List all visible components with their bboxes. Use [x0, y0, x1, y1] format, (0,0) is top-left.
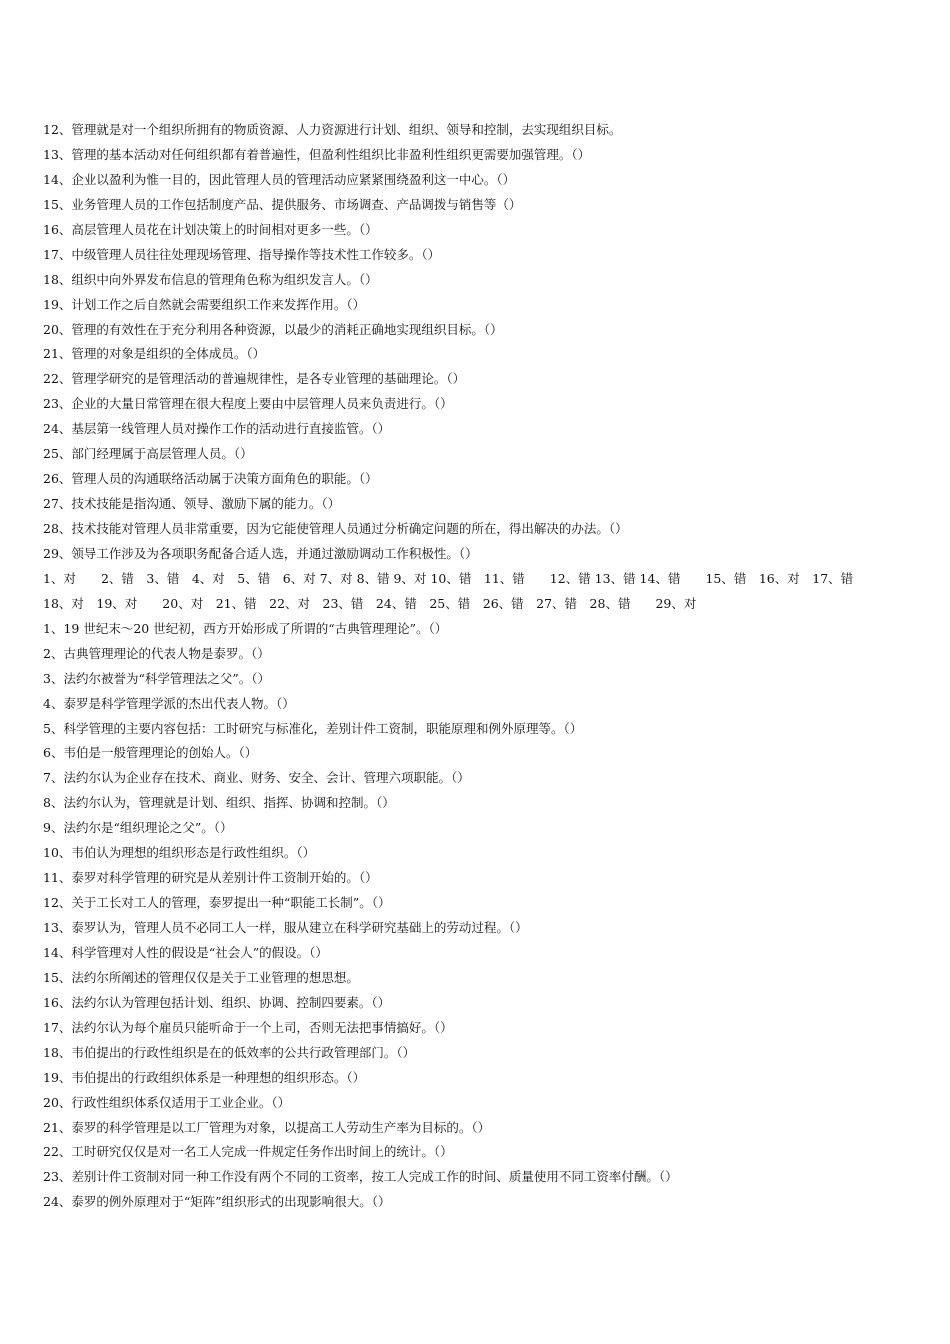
question-item: 22、工时研究仅仅是对一名工人完成一件规定任务作出时间上的统计。（） [43, 1144, 453, 1160]
question-item: 20、行政性组织体系仅适用于工业企业。（） [43, 1094, 291, 1110]
question-item: 11、泰罗对科学管理的研究是从差别计件工资制开始的。（） [43, 870, 378, 886]
question-item: 18、韦伯提出的行政性组织是在的低效率的公共行政管理部门。（） [43, 1044, 416, 1060]
question-item: 23、企业的大量日常管理在很大程度上要由中层管理人员来负责进行。（） [43, 396, 453, 412]
question-item: 15、业务管理人员的工作包括制度产品、提供服务、市场调查、产品调拨与销售等（） [43, 196, 522, 212]
question-item: 14、科学管理对人性的假设是“社会人”的假设。（） [43, 944, 328, 960]
question-item: 20、管理的有效性在于充分利用各种资源，以最少的消耗正确地实现组织目标。（） [43, 321, 503, 337]
question-item: 12、关于工长对工人的管理，泰罗提出一种“职能工长制”。（） [43, 895, 391, 911]
question-item: 4、泰罗是科学管理学派的杰出代表人物。（） [43, 695, 295, 711]
question-item: 19、计划工作之后自然就会需要组织工作来发挥作用。（） [43, 296, 366, 312]
question-item: 24、基层第一线管理人员对操作工作的活动进行直接监管。（） [43, 421, 391, 437]
question-item: 28、技术技能对管理人员非常重要，因为它能使管理人员通过分析确定问题的所在，得出解决的办法。（） [43, 521, 628, 536]
question-item: 2、古典管理理论的代表人物是泰罗。（） [43, 645, 270, 661]
question-item: 16、法约尔认为管理包括计划、组织、协调、控制四要素。（） [43, 994, 391, 1010]
question-item: 16、高层管理人员花在计划决策上的时间相对更多一些。（） [43, 221, 378, 237]
question-item: 7、法约尔认为企业存在技术、商业、财务、安全、会计、管理六项职能。（） [43, 770, 470, 786]
question-item: 21、泰罗的科学管理是以工厂管理为对象，以提高工人劳动生产率为目标的。（） [43, 1119, 491, 1135]
question-list-part1 [43, 118, 913, 567]
question-item: 13、管理的基本活动对任何组织都有着普遍性，但盈利性组织比非盈利性组织更需要加强管理。（） [43, 146, 591, 162]
question-item: 22、管理学研究的是管理活动的普遍规律性，是各专业管理的基础理论。（） [43, 371, 466, 387]
document-content [43, 118, 913, 1215]
question-item: 17、法约尔认为每个雇员只能听命于一个上司，否则无法把事情搞好。（） [43, 1019, 453, 1035]
question-item: 1、19 世纪末～20 世纪初，西方开始形成了所谓的“古典管理理论”。（） [43, 620, 448, 636]
question-item: 5、科学管理的主要内容包括：工时研究与标准化，差别计件工资制，职能原理和例外原理等。（） [43, 720, 583, 736]
question-item: 17、中级管理人员往往处理现场管理、指导操作等技术性工作较多。（） [43, 246, 441, 262]
question-item: 19、韦伯提出的行政组织体系是一种理想的组织形态。（） [43, 1069, 366, 1085]
question-item: 18、组织中向外界发布信息的管理角色称为组织发言人。（） [43, 271, 378, 287]
question-item: 12、管理就是对一个组织所拥有的物质资源、人力资源进行计划、组织、领导和控制，去实现组织目标。 [43, 122, 622, 137]
question-item: 10、韦伯认为理想的组织形态是行政性组织。（） [43, 845, 316, 861]
question-item: 14、企业以盈利为惟一目的，因此管理人员的管理活动应紧紧围绕盈利这一中心。（） [43, 171, 516, 187]
question-item: 29、领导工作涉及为各项职务配备合适人选，并通过激励调动工作积极性。（） [43, 545, 478, 561]
question-item: 26、管理人员的沟通联络活动属于决策方面角色的职能。（） [43, 471, 378, 487]
question-item: 23、差别计件工资制对同一种工作没有两个不同的工资率，按工人完成工作的时间、质量使用不同工资率付酬。（） [43, 1169, 678, 1185]
question-item: 6、韦伯是一般管理理论的创始人。（） [43, 745, 258, 761]
question-item: 27、技术技能是指沟通、领导、激励下属的能力。（） [43, 496, 341, 512]
question-item: 15、法约尔所阐述的管理仅仅是关于工业管理的想思想。 [43, 969, 359, 985]
question-item: 3、法约尔被誉为“科学管理法之父”。（） [43, 670, 270, 686]
answer-line: 1、对 2、错 3、错 4、对 5、错 6、对 7、对 8、错 9、对 10、错 11、错 12、错 13、错 14、错 15、错 16、对 17、错 [43, 570, 854, 586]
question-item: 9、法约尔是“组织理论之父”。（） [43, 820, 233, 836]
question-list-part2 [43, 617, 913, 1216]
question-item: 21、管理的对象是组织的全体成员。（） [43, 346, 266, 362]
answer-line: 18、对 19、对 20、对 21、错 22、对 23、错 24、错 25、错 26、错 27、错 28、错 29、对 [43, 595, 697, 611]
question-item: 13、泰罗认为，管理人员不必同工人一样，服从建立在科学研究基础上的劳动过程。（） [43, 920, 528, 935]
question-item: 8、法约尔认为，管理就是计划、组织、指挥、协调和控制。（） [43, 795, 395, 811]
question-item: 24、泰罗的例外原理对于“矩阵”组织形式的出现影响很大。（） [43, 1194, 391, 1210]
question-item: 25、部门经理属于高层管理人员。（） [43, 446, 253, 462]
answer-key [43, 567, 913, 617]
